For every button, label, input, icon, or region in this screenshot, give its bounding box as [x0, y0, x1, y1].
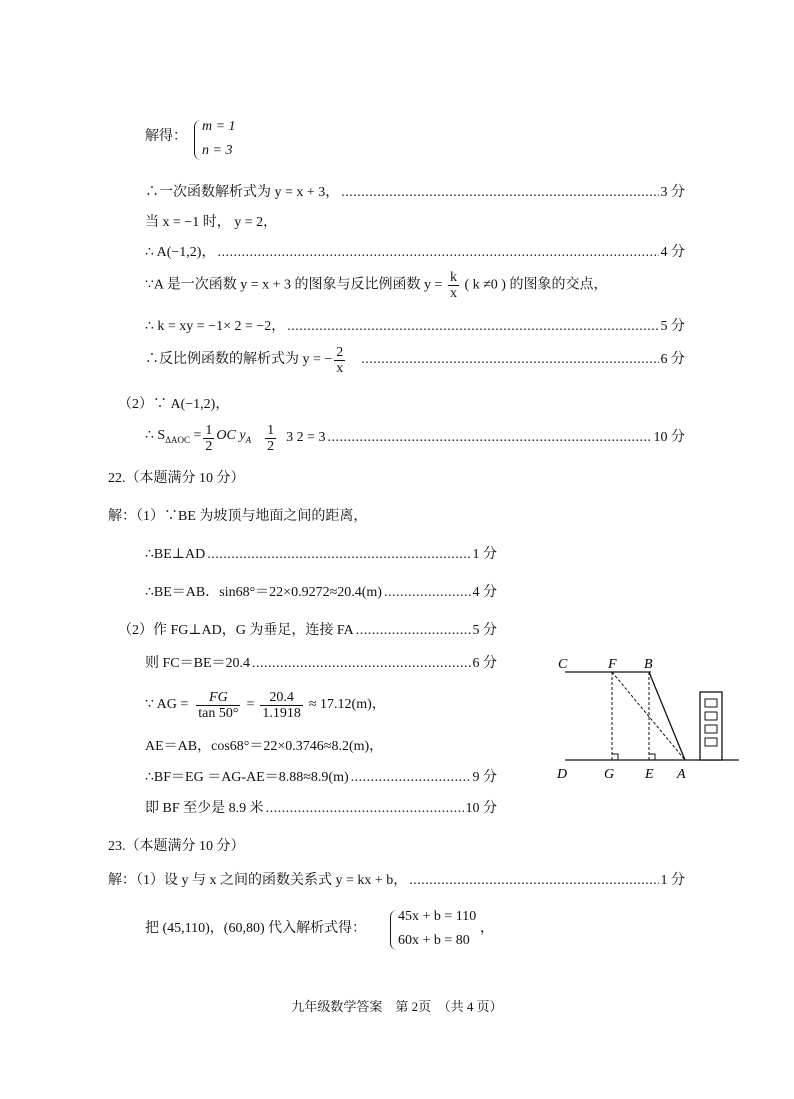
- fraction-half-2: $\frac{1}{2}$: [267, 422, 275, 454]
- line-text: ∵A 是一次函数 y = x + 3 的图象与反比例函数 y =: [145, 277, 443, 293]
- leader-dots: [351, 769, 471, 787]
- p22-line-2: [145, 546, 497, 564]
- fraction-fg-tan: $\frac{FG}{\tan 50^\circ}$: [198, 689, 239, 721]
- label-b: B: [644, 657, 653, 672]
- score-mark: 5 分: [472, 623, 497, 638]
- problem-23-heading: 23.（本题满分 10 分）: [108, 839, 245, 854]
- line-text: ∴BE＝AB．sin68°＝22×0.9272≈20.4(m): [145, 585, 382, 600]
- area-result: 3 2 = 3: [286, 430, 326, 445]
- solve-label: 解得：: [145, 129, 187, 144]
- dashed-fa: [612, 672, 685, 760]
- equals: =: [246, 697, 255, 712]
- leader-dots: [207, 546, 470, 564]
- area-subscript: ΔAOC: [165, 434, 190, 445]
- score-mark: 4 分: [660, 245, 685, 260]
- label-c: C: [558, 657, 568, 672]
- p23-system-end: ，: [480, 921, 494, 936]
- page-footer: 九年级数学答案 第 2页 （共 4 页）: [291, 999, 503, 1014]
- p22-line-9: [145, 800, 497, 818]
- y-subscript: A: [245, 434, 252, 445]
- line-text: （2）作 FG⊥AD，G 为垂足，连接 FA: [118, 623, 354, 638]
- system-brace: [390, 910, 397, 950]
- score-mark: 4 分: [472, 585, 497, 600]
- leader-dots: [361, 351, 658, 369]
- line-text: ∴反比例函数的解析式为 y = −: [145, 352, 333, 367]
- problem-22-heading: 22.（本题满分 10 分）: [108, 471, 245, 486]
- score-mark: 1 分: [660, 873, 685, 888]
- p23-line-1: [108, 872, 685, 890]
- system-brace: [194, 120, 201, 160]
- p22-line-3: [145, 584, 497, 602]
- line-text: ∴BF＝EG ＝AG-AE＝8.88≈8.9(m): [145, 770, 349, 785]
- right-angle-g: [612, 754, 618, 760]
- fraction-k-over-x: $\frac{k}{x}$: [449, 270, 457, 301]
- p23-system-eq-1: 45x + b = 110: [398, 909, 477, 924]
- leader-dots: [327, 429, 651, 447]
- ag-label: ∵ AG =: [145, 697, 189, 712]
- fraction-2-over-x: $\frac{2}{x}$: [336, 344, 344, 376]
- line-inverse-function: [145, 340, 685, 380]
- equals: =: [190, 428, 202, 444]
- area-mid: OC y: [216, 428, 246, 444]
- line-area: [145, 418, 685, 458]
- line-k-value: [145, 318, 685, 336]
- label-g: G: [604, 767, 615, 782]
- p23-system-eq-2: 60x + b = 80: [398, 933, 470, 948]
- leader-dots: [287, 318, 658, 336]
- leader-dots: [217, 244, 658, 262]
- line-text: 解：（1）设 y 与 x 之间的函数关系式 y = kx + b，: [108, 873, 408, 888]
- p22-line-1: 解：（1）∵BE 为坡顶与地面之间的距离，: [108, 509, 368, 524]
- line-intersection: [145, 270, 607, 301]
- leader-dots: [252, 655, 470, 673]
- p22-line-5: [145, 655, 497, 673]
- slope-line-ba: [649, 672, 685, 760]
- leader-dots: [384, 584, 471, 602]
- fraction-half: $\frac{1}{2}$: [205, 422, 213, 454]
- p22-line-4: [118, 622, 497, 640]
- score-mark: 3 分: [660, 185, 685, 200]
- label-a: A: [677, 767, 686, 782]
- score-mark: 1 分: [472, 547, 497, 562]
- system-eq-1: m = 1: [202, 119, 236, 134]
- label-d: D: [557, 767, 568, 782]
- ag-result: ≈ 17.12(m)，: [308, 697, 386, 712]
- line-text: ∴BE⊥AD: [145, 547, 206, 562]
- system-eq-2: n = 3: [202, 143, 233, 158]
- score-mark: 5 分: [660, 319, 685, 334]
- right-angle-e: [649, 754, 655, 760]
- line-text: 即 BF 至少是 8.9 米: [145, 801, 264, 816]
- area-symbol: ∴ S: [145, 428, 166, 444]
- score-mark: 10 分: [465, 801, 497, 816]
- line-text: ∴ k = xy = −1× 2 = −2，: [145, 319, 286, 334]
- line-text-end: ( k ≠0 ) 的图象的交点，: [464, 277, 608, 293]
- line-text: ∴一次函数解析式为 y = x + 3，: [145, 185, 340, 200]
- line-text: 则 FC＝BE＝20.4: [145, 656, 251, 671]
- score-mark: 9 分: [472, 770, 497, 785]
- score-mark: 6 分: [660, 352, 685, 367]
- leader-dots: [356, 622, 471, 640]
- score-mark: 6 分: [472, 656, 497, 671]
- p22-line-7: AE＝AB，cos68°＝22×0.3746≈8.2(m)，: [145, 739, 384, 754]
- p22-line-8: [145, 769, 497, 787]
- leader-dots: [266, 800, 464, 818]
- leader-dots: [341, 184, 658, 202]
- building: [700, 692, 722, 760]
- part2-given: （2）∵ A(−1,2)，: [118, 397, 230, 412]
- leader-dots: [409, 872, 658, 890]
- label-e: E: [645, 767, 654, 782]
- p22-line-6: [145, 686, 386, 724]
- fraction-values: $\frac{20.4}{1.1918}$: [262, 689, 301, 721]
- line-when-x: 当 x = −1 时， y = 2，: [145, 215, 278, 230]
- score-mark: 10 分: [653, 430, 685, 445]
- line-text: ∴ A(−1,2)，: [145, 245, 216, 260]
- p23-line-2: 把 (45,110)，(60,80) 代入解析式得：: [145, 921, 367, 936]
- label-f: F: [608, 657, 617, 672]
- line-linear-function: [145, 184, 685, 202]
- slope-diagram: [553, 650, 743, 785]
- line-point-a: [145, 244, 685, 262]
